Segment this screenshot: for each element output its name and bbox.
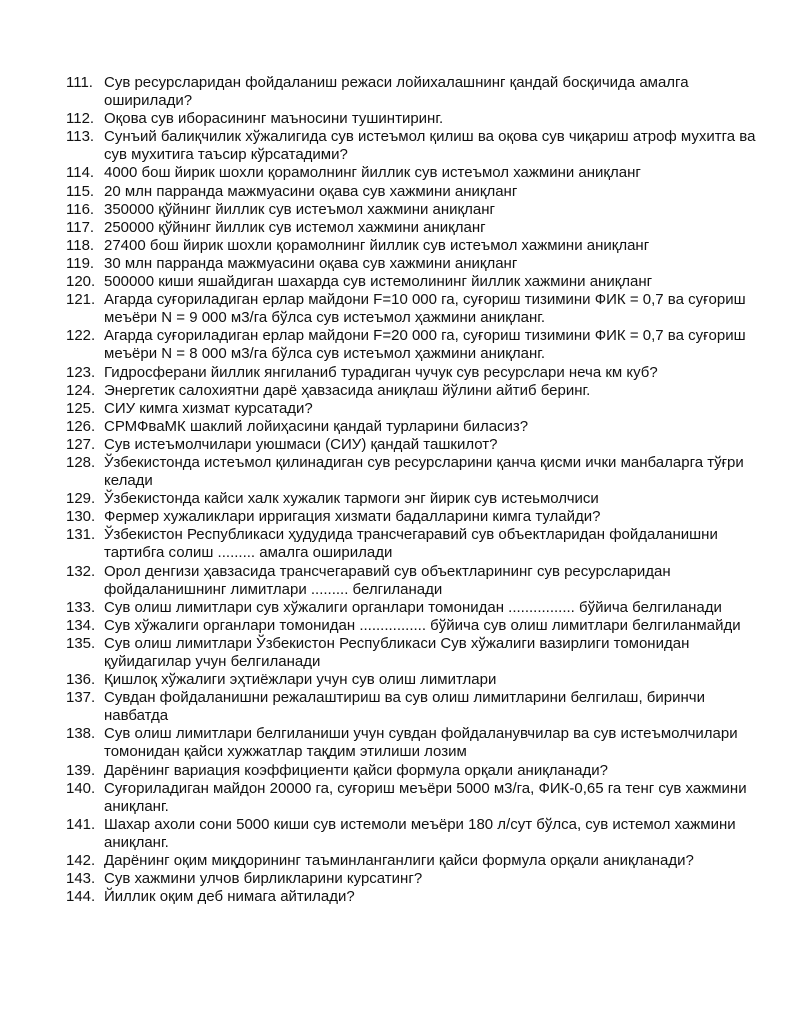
question-text: 27400 бош йирик шохли қорамолнинг йиллик сув истеъмол хажмини аниқланг (104, 236, 650, 254)
question-number: 128. (66, 453, 96, 471)
question-item (66, 110, 756, 128)
question-text: 500000 киши яшайдиган шахарда сув истемолининг йиллик хажмини аниқланг (104, 273, 653, 291)
question-item (66, 183, 756, 201)
question-text: Дарёнинг вариация коэффициенти қайси формула орқали аниқланади? (104, 761, 608, 779)
question-item (66, 599, 756, 617)
question-item (66, 852, 756, 870)
question-number: 119. (66, 254, 95, 272)
question-number: 112. (66, 110, 95, 128)
question-number: 137. (66, 689, 96, 707)
question-item (66, 436, 756, 454)
question-text: Қишлоқ хўжалиги эҳтиёжлари учун сув олиш лимитлари (104, 671, 497, 689)
question-number: 133. (66, 598, 96, 616)
question-number: 139. (66, 761, 96, 779)
question-item (66, 382, 756, 400)
question-number: 130. (66, 508, 96, 526)
question-text: Шахар ахоли сони 5000 киши сув истемоли меъёри 180 л/сут бўлса, сув истемол хажмини аниқланг. (104, 815, 736, 851)
question-text: 30 млн парранда мажмуасини оқава сув хажмини аниқланг (104, 254, 518, 272)
question-item (66, 454, 756, 490)
question-text: Сув хажмини улчов бирликларини курсатинг? (104, 870, 423, 888)
question-number: 123. (66, 363, 96, 381)
question-item (66, 219, 756, 237)
question-text: Сув олиш лимитлари сув хўжалиги органлари томонидан ................ бўйича белгиланади (104, 598, 722, 616)
question-item (66, 780, 756, 816)
question-text: Сув истеъмолчилари уюшмаси (СИУ) қандай ташкилот? (104, 435, 498, 453)
question-text: Сув ресурсларидан фойдаланиш режаси лойихалашнинг қандай босқичида амалга оширилади? (104, 74, 689, 110)
question-item (66, 164, 756, 182)
question-number: 141. (66, 815, 96, 833)
question-text: Сув олиш лимитлари Ўзбекистон Республикаси Сув хўжалиги вазирлиги томонидан қуйидагилар учун белгиланади (104, 634, 690, 670)
question-number: 114. (66, 164, 95, 182)
question-number: 134. (66, 616, 96, 634)
question-item (66, 273, 756, 291)
question-number: 144. (66, 888, 96, 906)
question-number: 115. (66, 182, 95, 200)
question-text: Гидросферани йиллик янгиланиб турадиган чучук сув ресурслари неча км куб? (104, 363, 658, 381)
question-item (66, 364, 756, 382)
question-number: 136. (66, 671, 96, 689)
question-item (66, 201, 756, 219)
question-item (66, 816, 756, 852)
question-number: 113. (66, 128, 95, 146)
question-text: 250000 қўйнинг йиллик сув истемол хажмини аниқланг (104, 218, 486, 236)
question-item (66, 671, 756, 689)
question-number: 143. (66, 870, 96, 888)
question-item (66, 526, 756, 562)
question-number: 122. (66, 327, 96, 345)
question-text: Фермер хужаликлари ирригация хизмати бадалларини кимга тулайди? (104, 508, 601, 526)
question-text: Агарда суғориладиган ерлар майдони F=20 000 га, суғориш тизимини ФИК = 0,7 ва суғориш меъёри N = 8 000 м3/га бўлса сув истеъмол ҳажмини аниқланг. (104, 327, 746, 363)
question-text: Сувдан фойдаланишни режалаштириш ва сув олиш лимитларини белгилаш, биринчи навбатда (104, 689, 705, 725)
question-text: Дарёнинг оқим миқдорининг таъминланганлиги қайси формула орқали аниқланади? (104, 852, 694, 870)
question-text: Сув олиш лимитлари белгиланиши учун сувдан фойдаланувчилар ва сув истеъмолчилари томонидан қайси хужжатлар тақдим этилиши лозим (104, 725, 738, 761)
question-item (66, 870, 756, 888)
question-number: 117. (66, 218, 95, 236)
question-item (66, 888, 756, 906)
question-text: СРМФваМК шаклий лойиҳасини қандай турларини биласиз? (104, 417, 529, 435)
question-item (66, 689, 756, 725)
question-text: Оқова сув иборасининг маъносини тушинтиринг. (104, 110, 444, 128)
question-number: 126. (66, 417, 96, 435)
question-text: Энергетик салохиятни дарё ҳавзасида аниқлаш йўлини айтиб беринг. (104, 381, 591, 399)
question-item (66, 563, 756, 599)
question-item (66, 128, 756, 164)
question-item (66, 635, 756, 671)
question-number: 120. (66, 273, 96, 291)
question-text: Сув хўжалиги органлари томонидан ................ бўйича сув олиш лимитлари белгиланмайди (104, 616, 741, 634)
question-number: 142. (66, 852, 96, 870)
question-text: Ўзбекистонда истеъмол қилинадиган сув ресурсларини қанча қисми ички манбаларга тўғри келади (104, 453, 744, 490)
question-text: Сунъий балиқчилик хўжалигида сув истеъмол қилиш ва оқова сув чиқариш атроф мухитга ва сув мухитига таъсир кўрсатадими? (104, 128, 756, 164)
question-number: 132. (66, 562, 96, 580)
question-number: 118. (66, 236, 95, 254)
question-text: СИУ кимга хизмат курсатади? (104, 399, 313, 417)
question-text: 4000 бош йирик шохли қорамолнинг йиллик сув истеъмол хажмини аниқланг (104, 164, 641, 182)
question-text: 350000 қўйнинг йиллик сув истеъмол хажмини аниқланг (104, 200, 495, 218)
question-text: Орол денгизи ҳавзасида трансчегаравий сув объектларининг сув ресурсларидан фойдаланишнинг лимитлари ......... белгиланади (104, 562, 671, 598)
question-item (66, 490, 756, 508)
question-item (66, 291, 756, 327)
question-item (66, 74, 756, 110)
question-text: Агарда суғориладиган ерлар майдони F=10 000 га, суғориш тизимини ФИК = 0,7 ва суғориш меъёри N = 9 000 м3/га бўлса сув истеъмол ҳажмини аниқланг. (104, 291, 746, 327)
question-item (66, 327, 756, 363)
question-number: 116. (66, 200, 95, 218)
question-item (66, 237, 756, 255)
question-text: Ўзбекистон Республикаси ҳудудида трансчегаравий сув объектларидан фойдаланишни тартибга солиш ......... амалга оширилади (104, 526, 718, 562)
question-number: 135. (66, 634, 96, 652)
question-item (66, 255, 756, 273)
question-item (66, 508, 756, 526)
question-item (66, 762, 756, 780)
question-number: 121. (66, 291, 96, 309)
question-item (66, 418, 756, 436)
question-item (66, 617, 756, 635)
question-number: 111. (66, 74, 93, 91)
question-item (66, 400, 756, 418)
question-number: 124. (66, 381, 96, 399)
question-list (66, 74, 756, 906)
question-text: Ўзбекистонда кайси халк хужалик тармоги энг йирик сув истеьмолчиси (104, 490, 599, 508)
question-number: 138. (66, 725, 96, 743)
question-number: 125. (66, 399, 96, 417)
question-number: 140. (66, 779, 96, 797)
question-number: 129. (66, 490, 96, 508)
question-number: 131. (66, 526, 96, 544)
question-text: 20 млн парранда мажмуасини оқава сув хажмини аниқланг (104, 182, 518, 200)
question-number: 127. (66, 435, 96, 453)
question-text: Йиллик оқим деб нимага айтилади? (104, 888, 355, 906)
question-text: Суғориладиган майдон 20000 га, суғориш меъёри 5000 м3/га, ФИК-0,65 га тенг сув хажмини аниқланг. (104, 779, 747, 815)
question-item (66, 725, 756, 761)
